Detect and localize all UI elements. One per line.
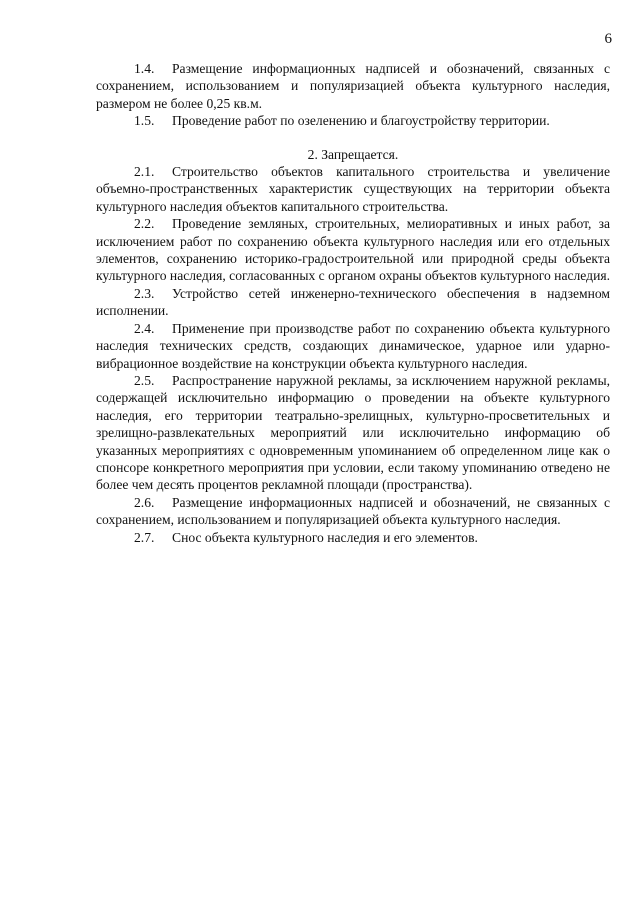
item-text: Проведение земляных, строительных, мелиоративных и иных работ, за исключением работ по сохранению объекта культурного наследия или его отдельных элементов, сохранению историко-градостроительной или природной среды объекта культурного наследия, согласованных с органом охраны объектов культурного наследия.	[96, 216, 611, 284]
item-number: 2.6.	[134, 494, 155, 510]
item-number: 2.7.	[134, 529, 155, 545]
list-item-2-3	[96, 285, 610, 320]
list-item-2-7	[96, 529, 610, 546]
list-item-2-4	[96, 320, 610, 372]
item-text: Размещение информационных надписей и обозначений, связанных с сохранением, использованием и популяризацией объекта культурного наследия, размером не более 0,25 кв.м.	[96, 61, 610, 111]
item-number: 2.4.	[134, 320, 155, 336]
item-number: 2.5.	[134, 372, 155, 388]
item-number: 1.5.	[134, 113, 155, 129]
item-number: 2.2.	[134, 216, 155, 232]
list-item-2-2	[96, 215, 610, 285]
document-body	[96, 60, 610, 546]
item-text: Устройство сетей инженерно-технического обеспечения в надземном исполнении.	[96, 285, 610, 319]
item-text: Проведение работ по озеленению и благоустройству территории.	[172, 113, 550, 129]
item-number: 1.4.	[134, 61, 155, 76]
item-text: Строительство объектов капитального строительства и увеличение объемно-пространственных характеристик существующих на территории объекта культурного наследия объектов капитального строительства.	[96, 164, 610, 214]
item-text: Распространение наружной рекламы, за исключением наружной рекламы, содержащей исключительно информацию о проведении на объекте культурного наследия, его территории театрально-зрелищных, культурно-просветительных и зрелищно-развлекательных мероприятий или исключительно информацию об указанных мероприятиях с одновременным упоминанием об определенном лице как о спонсоре конкретного мероприятия при условии, если такому упоминанию отведено не более чем десять процентов рекламной площади (пространства).	[96, 372, 610, 493]
section-heading: 2. Запрещается.	[307, 146, 399, 162]
list-item-2-6	[96, 494, 610, 529]
page-number: 6	[604, 31, 612, 47]
item-number: 2.1.	[134, 164, 155, 180]
list-item-1-5	[96, 112, 610, 129]
list-item-2-5	[96, 372, 610, 494]
list-item-2-1	[96, 163, 610, 215]
item-text: Размещение информационных надписей и обозначений, не связанных с сохранением, использованием и популяризацией объекта культурного наследия.	[96, 494, 610, 528]
item-text: Снос объекта культурного наследия и его элементов.	[172, 529, 478, 545]
item-text: Применение при производстве работ по сохранению объекта культурного наследия технических средств, создающих динамическое, ударное или ударно-вибрационное воздействие на конструкции объекта культурного наследия.	[96, 320, 610, 371]
list-item-1-4	[96, 60, 610, 112]
item-number: 2.3.	[134, 285, 155, 301]
